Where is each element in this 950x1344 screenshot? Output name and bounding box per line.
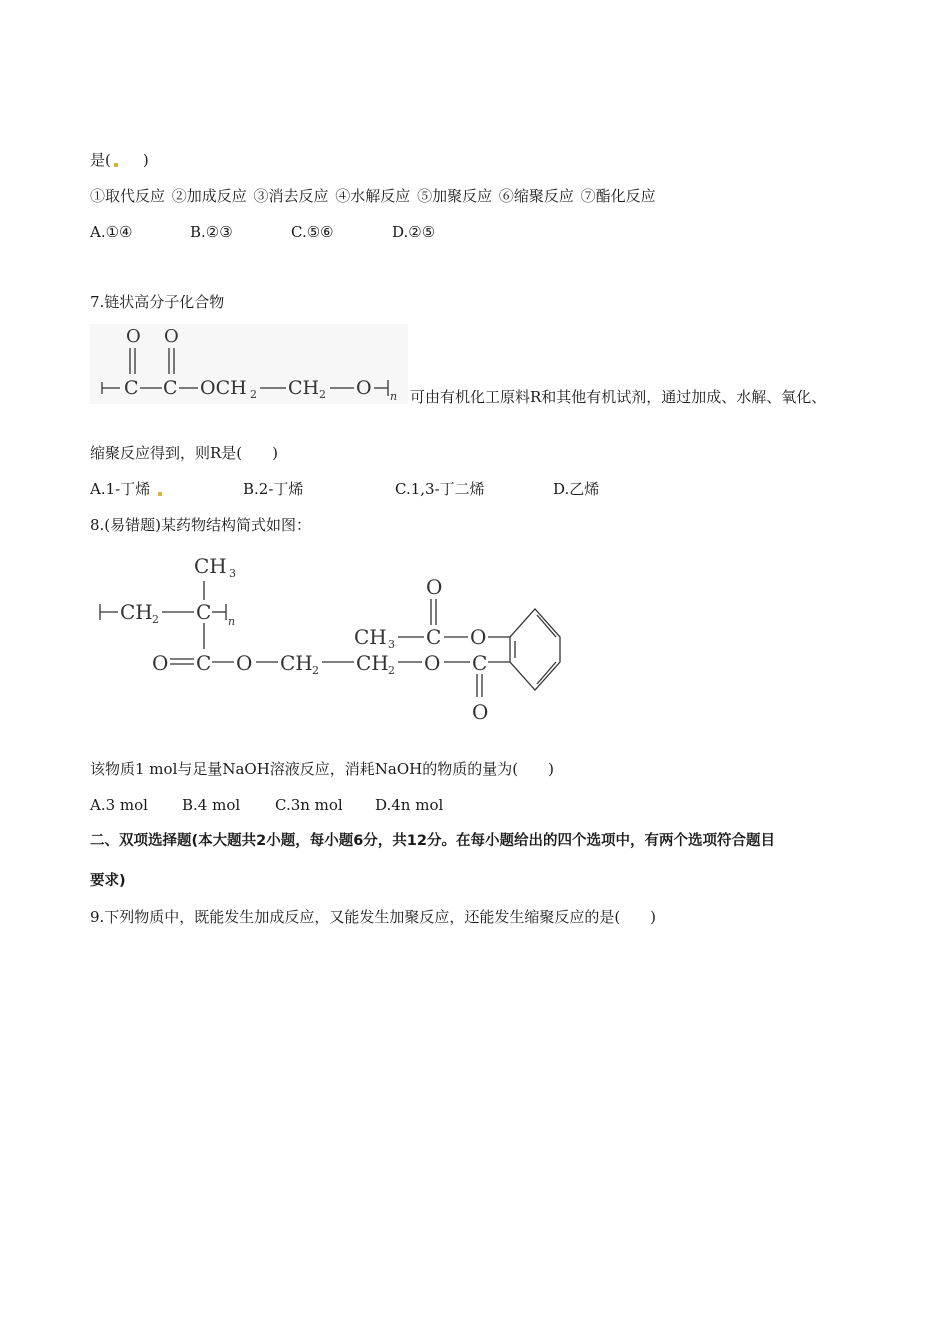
q8-c-main: C: [196, 600, 212, 624]
q7-o-top-2: O: [164, 326, 179, 347]
q8-sub2c: 2: [388, 664, 395, 677]
q8-o-ring: O: [470, 625, 487, 649]
q8-ch2-main: CH: [120, 600, 153, 624]
q8-o-link: O: [236, 651, 253, 675]
q8-benzene-ring: [510, 609, 560, 690]
q7-c2: C: [163, 377, 178, 399]
q6-option-a: A.①④: [90, 223, 133, 241]
q8-sub2a: 2: [152, 613, 159, 626]
q6-reaction-list: ①取代反应 ②加成反应 ③消去反应 ④水解反应 ⑤加聚反应 ⑥缩聚反应 ⑦酯化反应: [90, 187, 656, 205]
q8-n: n: [228, 615, 236, 628]
q8-ch3-top: CH: [194, 554, 227, 578]
q8-ch2-a: CH: [280, 651, 313, 675]
q8-option-b: B.4 mol: [182, 796, 241, 814]
q8-ch2-b: CH: [356, 651, 389, 675]
q8-o-top: O: [426, 575, 443, 599]
q6-option-d: D.②⑤: [392, 223, 436, 241]
q8-o-dbl: O: [152, 651, 169, 675]
q7-stem-continued: 可由有机化工原料R和其他有机试剂，通过加成、水解、氧化、: [410, 388, 827, 406]
q6-option-b: B.②③: [190, 223, 233, 241]
q7-c1: C: [124, 377, 139, 399]
q8-o-link2: O: [424, 651, 441, 675]
q7-structure-formula: [90, 318, 410, 404]
q8-option-c: C.3n mol: [275, 796, 343, 814]
q8-ch3-ac: CH: [354, 625, 387, 649]
q7-ch2: CH: [288, 377, 320, 399]
q7-sub2a: 2: [250, 388, 257, 401]
q7-option-d: D.乙烯: [553, 480, 600, 498]
q8-o-bot: O: [472, 700, 489, 724]
q8-c-anh: C: [472, 651, 488, 675]
q7-och2: OCH: [200, 377, 247, 399]
q8-question-text: 该物质1 mol与足量NaOH溶液反应，消耗NaOH的物质的量为( ): [90, 760, 554, 778]
mark-dot: [114, 163, 118, 167]
section2-heading: 二、双项选择题(本大题共2小题，每小题6分，共12分。在每小题给出的四个选项中，有两个选项符合题目: [90, 833, 775, 849]
q9-stem: 9.下列物质中，既能发生加成反应，又能发生加聚反应，还能发生缩聚反应的是( ): [90, 908, 657, 926]
q7-o-end: O: [356, 377, 372, 399]
q6-option-c: C.⑤⑥: [291, 223, 334, 241]
q7-stem: 7.链状高分子化合物: [90, 293, 225, 311]
mark-dot: [158, 492, 162, 496]
q8-c-ac: C: [426, 625, 442, 649]
q8-sub3a: 3: [229, 567, 236, 580]
q8-c-ester: C: [196, 651, 212, 675]
q7-option-b: B.2-丁烯: [243, 480, 304, 498]
q7-option-c: C.1,3-丁二烯: [395, 480, 485, 498]
q7-o-top-1: O: [126, 326, 141, 347]
q7-sub2b: 2: [319, 388, 326, 401]
q8-option-d: D.4n mol: [375, 796, 444, 814]
q8-option-a: A.3 mol: [90, 796, 148, 814]
section2-heading-cont: 要求): [90, 873, 126, 889]
q6-stem-tail: 是( ): [90, 151, 149, 169]
q7-n: n: [390, 390, 398, 403]
q8-sub2b: 2: [312, 664, 319, 677]
q8-sub3b: 3: [388, 638, 395, 651]
q7-option-a: A.1-丁烯: [90, 479, 165, 499]
q8-structure-formula: [90, 545, 580, 730]
q7-stem-line3: 缩聚反应得到，则R是( ): [90, 444, 278, 462]
q8-stem: 8.(易错题)某药物结构简式如图：: [90, 516, 312, 534]
